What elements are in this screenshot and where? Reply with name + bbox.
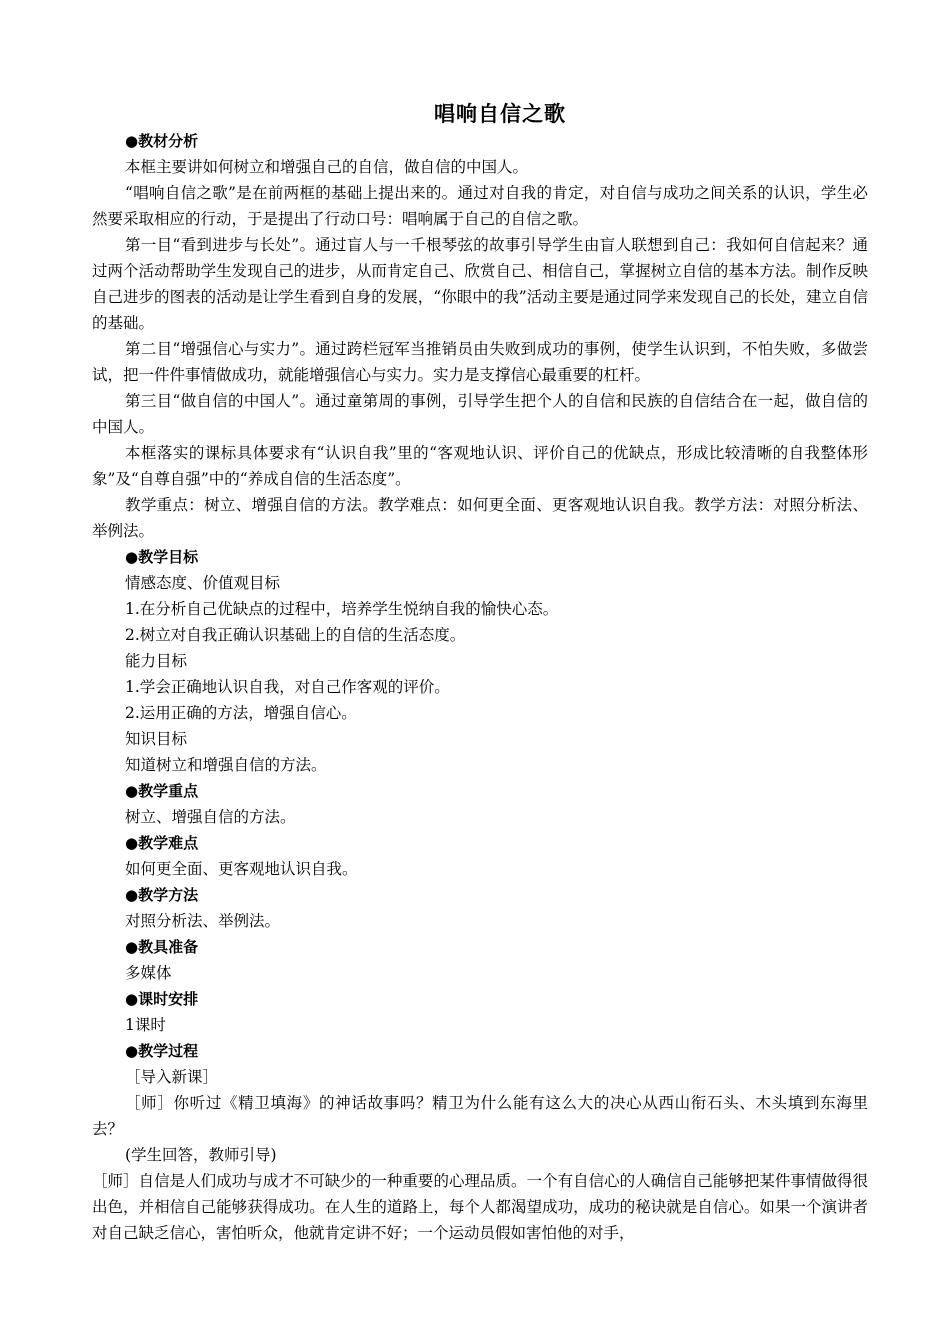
section-heading-process: ●教学过程 (125, 1042, 199, 1060)
section-heading-schedule: ●课时安排 (125, 990, 199, 1008)
objective-item: 1.在分析自己优缺点的过程中，培养学生悦纳自我的愉快心态。 (125, 600, 559, 618)
section-text: 多媒体 (125, 964, 172, 982)
paragraph: 本框落实的课标具体要求有“认识自我”里的“客观地认识、评价自己的优缺点，形成比较清晰的自我整体形象”及“自尊自强”中的“养成自信的生活态度”。 (92, 444, 868, 488)
objective-category: 知识目标 (125, 730, 188, 748)
section-text: 如何更全面、更客观地认识自我。 (125, 860, 358, 878)
objective-item: 知道树立和增强自信的方法。 (125, 756, 327, 774)
paragraph: 本框主要讲如何树立和增强自己的自信，做自信的中国人。 (125, 158, 529, 176)
section-heading-materials: ●教具准备 (125, 938, 199, 956)
section-heading-objectives: ●教学目标 (125, 548, 199, 566)
objective-category: 情感态度、价值观目标 (125, 574, 281, 592)
objective-item: 2.运用正确的方法，增强自信心。 (125, 704, 357, 722)
section-heading-difficulties: ●教学难点 (125, 834, 199, 852)
objective-item: 2.树立对自我正确认识基础上的自信的生活态度。 (125, 626, 466, 644)
paragraph: 第三目“做自信的中国人”。通过童第周的事例，引导学生把个人的自信和民族的自信结合在一起，做自信的中国人。 (92, 392, 868, 436)
teacher-question: ［师］你听过《精卫填海》的神话故事吗？精卫为什么能有这么大的决心从西山衔石头、木头填到东海里去？ (92, 1094, 868, 1138)
document-body (92, 128, 868, 1246)
page-title: 唱响自信之歌 (434, 102, 566, 126)
process-label: ［导入新课］ (125, 1068, 219, 1086)
paragraph: 教学重点：树立、增强自信的方法。教学难点：如何更全面、更客观地认识自我。教学方法：对照分析法、举例法。 (92, 496, 868, 540)
section-heading-analysis: ●教材分析 (125, 132, 199, 150)
student-response-note: (学生回答，教师引导) (125, 1146, 277, 1164)
section-heading-methods: ●教学方法 (125, 886, 199, 904)
section-text: 对照分析法、举例法。 (125, 912, 281, 930)
paragraph: “唱响自信之歌”是在前两框的基础上提出来的。通过对自我的肯定，对自信与成功之间关系的认识，学生必然要采取相应的行动，于是提出了行动口号：唱响属于自己的自信之歌。 (92, 184, 868, 228)
paragraph: 第一目“看到进步与长处”。通过盲人与一千根琴弦的故事引导学生由盲人联想到自己：我如何自信起来？通过两个活动帮助学生发现自己的进步，从而肯定自己、欣赏自己、相信自己，掌握树立自信的基本方法。制作反映自己进步的图表的活动是让学生看到自身的发展，“你眼中的我”活动主要是通过同学来发现自己的长处，建立自信的基础。 (92, 236, 868, 332)
section-text: 1课时 (125, 1016, 166, 1034)
section-heading-key-points: ●教学重点 (125, 782, 199, 800)
paragraph: 第二目“增强信心与实力”。通过跨栏冠军当推销员由失败到成功的事例，使学生认识到，不怕失败，多做尝试，把一件件事情做成功，就能增强信心与实力。实力是支撑信心最重要的杠杆。 (92, 340, 868, 384)
objective-category: 能力目标 (125, 652, 188, 670)
section-text: 树立、增强自信的方法。 (125, 808, 296, 826)
teacher-statement: ［师］自信是人们成功与成才不可缺少的一种重要的心理品质。一个有自信心的人确信自己能够把某件事情做得很出色，并相信自己能够获得成功。在人生的道路上，每个人都渴望成功，成功的秘诀就是自信心。如果一个演讲者对自己缺乏信心，害怕听众，他就肯定讲不好；一个运动员假如害怕他的对手， (92, 1172, 868, 1242)
objective-item: 1.学会正确地认识自我，对自己作客观的评价。 (125, 678, 450, 696)
